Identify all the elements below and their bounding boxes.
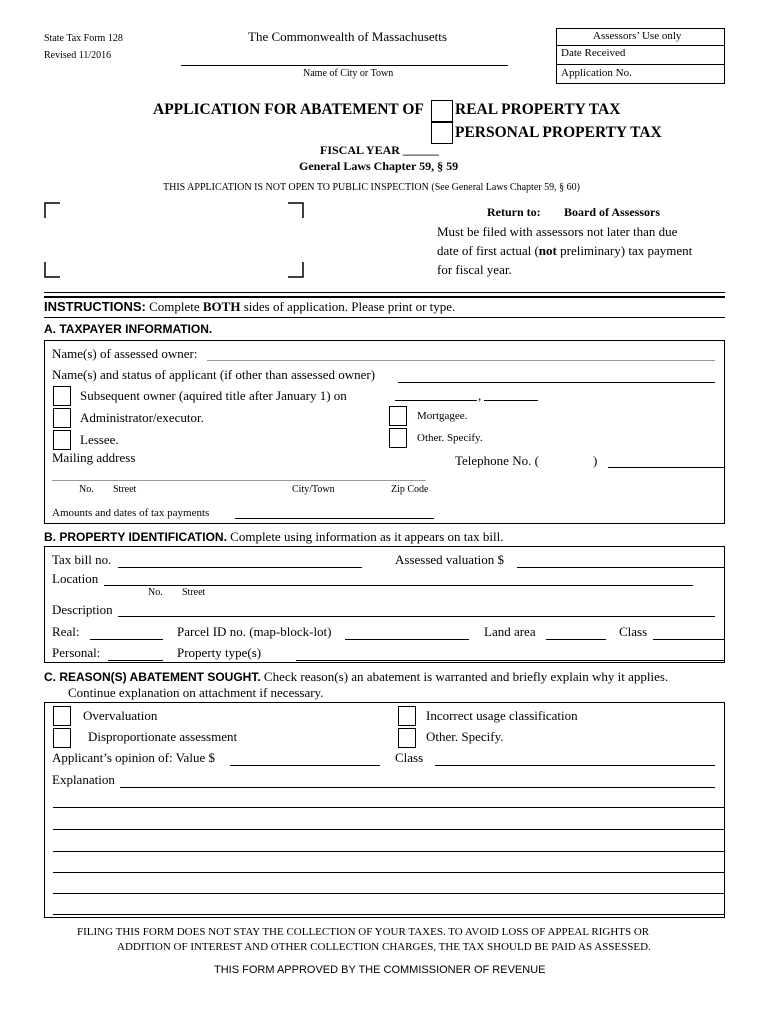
property-type-field[interactable] bbox=[296, 660, 724, 661]
assessors-use-box bbox=[556, 28, 725, 84]
description-label: Description bbox=[52, 602, 113, 617]
date-received-label: Date Received bbox=[561, 47, 626, 59]
personal-property-checkbox[interactable] bbox=[431, 122, 453, 144]
other-reason-checkbox[interactable] bbox=[398, 728, 416, 748]
application-no-label: Application No. bbox=[561, 67, 632, 79]
class-field[interactable] bbox=[653, 639, 724, 640]
personal-label: Personal: bbox=[52, 645, 101, 660]
address-window-corner-tr bbox=[288, 202, 304, 218]
filing-deadline-line2: date of first actual (not preliminary) tax payment bbox=[437, 243, 693, 258]
mortgagee-label: Mortgagee. bbox=[417, 410, 468, 422]
assessed-valuation-label: Assessed valuation $ bbox=[395, 552, 505, 567]
overvaluation-checkbox[interactable] bbox=[53, 706, 71, 726]
applicant-status-label: Name(s) and status of applicant (if other than assessed owner) bbox=[52, 367, 376, 382]
revision-date: Revised 11/2016 bbox=[44, 50, 112, 61]
lessee-label: Lessee. bbox=[80, 432, 119, 447]
commissioner-approval: THIS FORM APPROVED BY THE COMMISSIONER OF REVENUE bbox=[214, 964, 546, 976]
location-field[interactable] bbox=[104, 585, 693, 586]
property-type-label: Property type(s) bbox=[177, 645, 262, 660]
explanation-line[interactable] bbox=[53, 872, 724, 873]
administrator-label: Administrator/executor. bbox=[80, 410, 204, 425]
assessors-use-title: Assessors’ Use only bbox=[593, 30, 682, 42]
opinion-class-field[interactable] bbox=[435, 765, 715, 766]
application-title: APPLICATION FOR ABATEMENT OF bbox=[153, 101, 424, 118]
parcel-id-field[interactable] bbox=[345, 639, 469, 640]
return-to-label: Return to: bbox=[487, 205, 541, 219]
city-name-field[interactable] bbox=[181, 65, 508, 66]
instructions-text: INSTRUCTIONS: Complete BOTH sides of application. Please print or type. bbox=[44, 299, 456, 314]
section-b-box bbox=[44, 546, 725, 663]
overvaluation-label: Overvaluation bbox=[83, 708, 158, 723]
fiscal-year-label: FISCAL YEAR ______ bbox=[320, 143, 439, 157]
subsequent-owner-year-field[interactable] bbox=[484, 400, 538, 401]
assessed-owner-field[interactable] bbox=[207, 360, 715, 361]
real-label: Real: bbox=[52, 624, 80, 639]
disproportionate-checkbox[interactable] bbox=[53, 728, 71, 748]
real-property-checkbox[interactable] bbox=[431, 100, 453, 122]
mailing-address-field[interactable] bbox=[52, 480, 426, 481]
mortgagee-checkbox[interactable] bbox=[389, 406, 407, 426]
other-specify-checkbox[interactable] bbox=[389, 428, 407, 448]
subsequent-owner-checkbox[interactable] bbox=[53, 386, 71, 406]
explanation-line[interactable] bbox=[53, 914, 724, 915]
telephone-label: Telephone No. ( bbox=[455, 453, 539, 468]
address-window-corner-bl bbox=[44, 262, 60, 278]
explanation-line[interactable] bbox=[53, 893, 724, 894]
tax-payments-field[interactable] bbox=[235, 518, 434, 519]
collection-warning-line1: FILING THIS FORM DOES NOT STAY THE COLLECTION OF YOUR TAXES. TO AVOID LOSS OF APPEAL RIGHTS OR bbox=[77, 926, 650, 938]
personal-property-label: PERSONAL PROPERTY TAX bbox=[455, 124, 662, 141]
disproportionate-label: Disproportionate assessment bbox=[88, 729, 238, 744]
address-window-corner-br bbox=[288, 262, 304, 278]
description-field[interactable] bbox=[118, 616, 715, 617]
parcel-id-label: Parcel ID no. (map-block-lot) bbox=[177, 624, 332, 639]
real-field[interactable] bbox=[90, 639, 163, 640]
assessed-owner-label: Name(s) of assessed owner: bbox=[52, 346, 198, 361]
incorrect-usage-label: Incorrect usage classification bbox=[426, 708, 578, 723]
explanation-line[interactable] bbox=[53, 829, 724, 830]
location-label: Location bbox=[52, 571, 99, 586]
filing-deadline-line3: for fiscal year. bbox=[437, 262, 512, 277]
general-laws-ref: General Laws Chapter 59, § 59 bbox=[299, 159, 459, 173]
public-inspection-notice: THIS APPLICATION IS NOT OPEN TO PUBLIC INSPECTION (See General Laws Chapter 59, § 60) bbox=[163, 182, 580, 193]
assessed-valuation-field[interactable] bbox=[517, 567, 724, 568]
section-a-heading: A. TAXPAYER INFORMATION. bbox=[44, 322, 213, 336]
other-reason-label: Other. Specify. bbox=[426, 729, 504, 744]
tax-bill-field[interactable] bbox=[118, 567, 362, 568]
subsequent-owner-date-field[interactable] bbox=[395, 400, 477, 401]
fiscal-year-field[interactable]: ______ bbox=[402, 143, 439, 157]
administrator-checkbox[interactable] bbox=[53, 408, 71, 428]
telephone-field[interactable] bbox=[608, 467, 725, 468]
other-specify-label: Other. Specify. bbox=[417, 432, 483, 444]
commonwealth-title: The Commonwealth of Massachusetts bbox=[248, 29, 447, 44]
land-area-label: Land area bbox=[484, 624, 536, 639]
lessee-checkbox[interactable] bbox=[53, 430, 71, 450]
filing-deadline-line1: Must be filed with assessors not later than due bbox=[437, 224, 678, 239]
section-c-note: Continue explanation on attachment if necessary. bbox=[68, 685, 324, 700]
land-area-field[interactable] bbox=[546, 639, 606, 640]
explanation-line[interactable] bbox=[53, 851, 724, 852]
rule-top-thick bbox=[44, 296, 725, 298]
opinion-class-label: Class bbox=[395, 750, 424, 765]
board-of-assessors: Board of Assessors bbox=[564, 205, 661, 219]
opinion-value-label: Applicant’s opinion of: Value $ bbox=[52, 750, 215, 765]
personal-field[interactable] bbox=[108, 660, 163, 661]
opinion-value-field[interactable] bbox=[230, 765, 380, 766]
class-label: Class bbox=[619, 624, 648, 639]
section-c-heading: C. REASON(S) ABATEMENT SOUGHT. Check reason(s) an abatement is warranted and briefly explain why it applies. bbox=[44, 669, 669, 684]
explanation-line[interactable] bbox=[53, 807, 724, 808]
incorrect-usage-checkbox[interactable] bbox=[398, 706, 416, 726]
explanation-line[interactable] bbox=[120, 787, 715, 788]
form-number: State Tax Form 128 bbox=[44, 33, 123, 44]
real-property-label: REAL PROPERTY TAX bbox=[455, 101, 621, 118]
subsequent-owner-label: Subsequent owner (aquired title after January 1) on bbox=[80, 388, 347, 403]
tax-payments-label: Amounts and dates of tax payments bbox=[52, 507, 210, 519]
explanation-label: Explanation bbox=[52, 772, 115, 787]
collection-warning-line2: ADDITION OF INTEREST AND OTHER COLLECTION CHARGES, THE TAX SHOULD BE PAID AS ASSESSED. bbox=[117, 941, 651, 953]
tax-bill-label: Tax bill no. bbox=[52, 552, 112, 567]
rule-top bbox=[44, 292, 725, 293]
applicant-status-field[interactable] bbox=[398, 382, 715, 383]
section-b-heading: B. PROPERTY IDENTIFICATION. Complete using information as it appears on tax bill. bbox=[44, 529, 504, 544]
city-caption: Name of City or Town bbox=[303, 68, 394, 79]
mailing-address-label: Mailing address bbox=[52, 450, 136, 465]
address-window-corner-tl bbox=[44, 202, 60, 218]
